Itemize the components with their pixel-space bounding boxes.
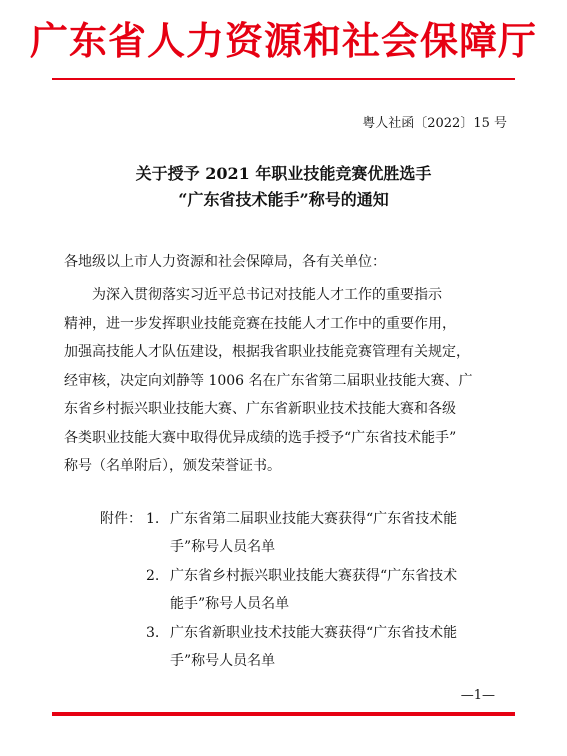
- attachment-3-line-1: 广东省新职业技术技能大赛获得“广东省技术能: [170, 625, 458, 641]
- attachment-3-number: 3.: [146, 625, 160, 641]
- attachment-2-line-2: 能手”称号人员名单: [170, 596, 290, 612]
- document-number: 粤人社函〔2022〕15 号: [362, 116, 507, 131]
- attachment-1-line-1: 广东省第二届职业技能大赛获得“广东省技术能: [170, 511, 458, 527]
- body-line: 各类职业技能大赛中取得优异成绩的选手授予“广东省技术能手”: [64, 429, 457, 446]
- body-line: 经审核，决定向刘静等 1006 名在广东省第二届职业技能大赛、广: [64, 372, 473, 389]
- issuing-organization-header: 广东省人力资源和社会保障厅: [29, 19, 537, 63]
- body-line: 为深入贯彻落实习近平总书记对技能人才工作的重要指示: [92, 287, 442, 303]
- body-line: 加强高技能人才队伍建设，根据我省职业技能竞赛管理有关规定，: [64, 344, 470, 360]
- body-line: 东省乡村振兴职业技能大赛、广东省新职业技术技能大赛和各级: [64, 401, 456, 417]
- attachments-label: 附件：: [100, 511, 142, 527]
- document-title-line-2: “广东省技术能手”称号的通知: [178, 190, 389, 209]
- document-title: [0, 161, 567, 213]
- body-line: 精神，进一步发挥职业技能竞赛在技能人才工作中的重要作用，: [64, 315, 456, 332]
- header-red-rule: [52, 78, 515, 80]
- footer-red-rule: [52, 712, 515, 716]
- body-line: 称号（名单附后），颁发荣誉证书。: [64, 458, 281, 474]
- attachment-2-number: 2.: [146, 568, 160, 584]
- attachment-3-line-2: 手”称号人员名单: [170, 653, 276, 669]
- document-title-line-1: 关于授予 2021 年职业技能竞赛优胜选手: [135, 164, 432, 183]
- page-number: —1—: [460, 688, 495, 703]
- salutation: 各地级以上市人力资源和社会保障局，各有关单位：: [64, 254, 386, 270]
- body-paragraph: [64, 281, 500, 481]
- attachment-2-line-1: 广东省乡村振兴职业技能大赛获得“广东省技术: [170, 568, 458, 584]
- attachment-1-line-2: 手”称号人员名单: [170, 539, 276, 555]
- attachment-1-number: 1.: [146, 511, 160, 527]
